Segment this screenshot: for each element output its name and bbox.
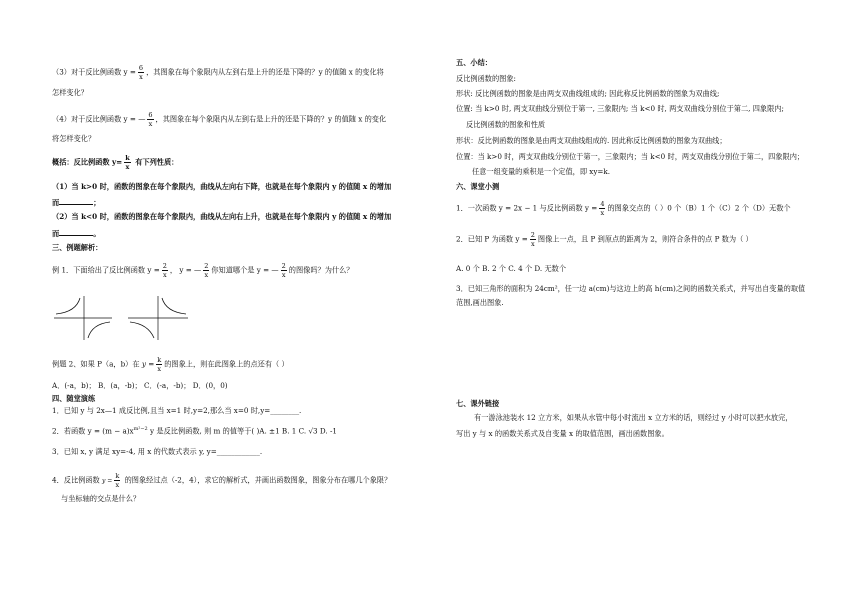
- extension-line-2: 写出 y 与 x 的函数关系式及自变量 x 的取值范围，画出函数图象。: [456, 429, 669, 438]
- property-2-line2: 而 。: [52, 229, 101, 238]
- extension-line-1: 有一游泳池装水 12 立方米，如果从水管中每小时流出 x 立方米的话，则经过 y 小时可以把水放完，: [474, 413, 793, 422]
- graph-right: [128, 296, 188, 340]
- fraction: $\frac{2}{x}$: [281, 262, 286, 279]
- summary-line-2: 形状: 反比例函数的图象是由两支双曲线组成的; 因此称反比例函数的图象为双曲线;: [456, 89, 720, 98]
- practice-4: 4．反比例函数 y = $\frac{k}{x}$ 的图象经过点（-2，4），求它的解析式，并画出函数图象，图象分布在哪几个象限？: [52, 472, 392, 489]
- test-3-line2: 范围,画出图象.: [456, 298, 504, 307]
- property-2-line1: （2）当 k<0 时，函数的图象在每个象限内，曲线从左向右上升，也就是在每个象限内 y 的值随 x 的增加: [52, 212, 392, 221]
- section-5-heading: 五、小结：: [456, 58, 492, 67]
- section-7-heading: 七、课外链接: [456, 399, 500, 408]
- question-4-line2: 将怎样变化？: [52, 134, 96, 143]
- question-4: （4）对于反比例函数 y = — $\frac{6}{x}$ ，其图象在每个象限内从左到右是上升的还是下降的？y 的值随 x 的变化: [52, 111, 387, 128]
- example-2-options: A．(-a，b)； B．(a，-b)； C．(-a，-b)； D．(0，0): [52, 381, 228, 390]
- section-6-heading: 六、课堂小测: [456, 182, 500, 191]
- summary-line-4: 反比例函数的图象和性质: [466, 120, 546, 129]
- summary-line-5: 形状：反比例函数的图象是由两支双曲线组成的. 因此称反比例函数的图象为双曲线；: [456, 136, 727, 145]
- fraction: $\frac{2}{x}$: [204, 262, 209, 279]
- answer-blank[interactable]: [59, 228, 93, 236]
- practice-3: 3．已知 x, y 满足 xy=-4, 用 x 的代数式表示 y, y=____________.: [52, 447, 263, 456]
- fraction: $\frac{4}{x}$: [600, 200, 605, 217]
- fraction: $\frac{6}{x}$: [148, 111, 153, 128]
- fraction: $\frac{2}{x}$: [530, 231, 535, 248]
- test-1: 1．一次函数 y = 2x − 1 与反比例函数 y = $\frac{4}{x}$ 的图象交点的（ ）0 个（B）1 个（C）2 个（D）无数个: [456, 200, 791, 217]
- summary-line-6: 位置：当 k>0 时，两支双曲线分别位于第一，三象限内；当 k<0 时，两支双曲线分别位于第二，四象限内；: [456, 152, 805, 161]
- example-1: 例 1．下面给出了反比例函数 y = $\frac{2}{x}$ ， y = — $\frac{2}{x}$ 你知道哪个是 y = — $\frac{2}{x}$ 的图像吗？为什么？: [52, 262, 354, 279]
- summary-line-1: 反比例函数的图象:: [456, 74, 516, 83]
- test-2-options: A. 0 个 B. 2 个 C. 4 个 D. 无数个: [456, 264, 567, 273]
- hyperbola-graphs: [52, 294, 192, 342]
- fraction: $\frac{k}{x}$: [115, 472, 120, 489]
- test-3: 3．已知三角形的面积为 24cm²，任一边 a(cm)与这边上的高 h(cm)之间的函数关系式，并写出自变量的取值: [456, 284, 806, 293]
- answer-blank[interactable]: [59, 197, 93, 205]
- summary-line-7: 任意一组变量的乘积是一个定值，即 xy=k.: [472, 167, 611, 176]
- question-3: （3）对于反比例函数 y = $\frac{6}{x}$ ，其图象在每个象限内从左到右是上升的还是下降的？y 的值随 x 的变化将: [52, 64, 384, 81]
- fraction: $\frac{k}{x}$: [157, 356, 162, 373]
- practice-1: 1．已知 y 与 2x—1 成反比例,且当 x=1 时,y=2,那么当 x=0 时,y=________.: [52, 406, 302, 415]
- property-1-line2: 而 ；: [52, 198, 101, 207]
- property-1-line1: （1）当 k>0 时，函数的图象在每个象限内，曲线从左向右下降，也就是在每个象限内 y 的值随 x 的增加: [52, 182, 392, 191]
- graph-left: [54, 296, 112, 340]
- practice-2: 2．若函数 $y = (m - a)x^{m^2-2}$ y 是反比例函数, 则 m 的值等于( )A. ±1 B. 1 C. √3 D. -1: [52, 426, 337, 436]
- example-2: 例题 2、如果 P（a，b）在 y = $\frac{k}{x}$ 的图象上，则在此图象上的点还有（ ）: [52, 356, 289, 373]
- fraction: $\frac{2}{x}$: [162, 262, 167, 279]
- section-4-heading: 四、随堂演练: [52, 394, 96, 403]
- question-3-line2: 怎样变化？: [52, 88, 88, 97]
- section-3-heading: 三、例题解析：: [52, 243, 103, 252]
- test-2: 2．已知 P 为函数 y = $\frac{2}{x}$ 图像上一点，且 P 到原点的距离为 2，则符合条件的点 P 数为（ ）: [456, 231, 753, 248]
- fraction: $\frac{6}{x}$: [138, 64, 144, 81]
- practice-4-line2: 与坐标轴的交点是什么？: [61, 494, 141, 503]
- summary-line-3: 位置: 当 k>0 时, 两支双曲线分别位于第一, 三象限内; 当 k<0 时, 两支双曲线分别位于第二, 四象限内;: [456, 104, 784, 113]
- summary-heading: 概括：反比例函数 y= $\frac{k}{x}$ 有下列性质：: [52, 154, 179, 171]
- fraction: $\frac{k}{x}$: [125, 154, 130, 171]
